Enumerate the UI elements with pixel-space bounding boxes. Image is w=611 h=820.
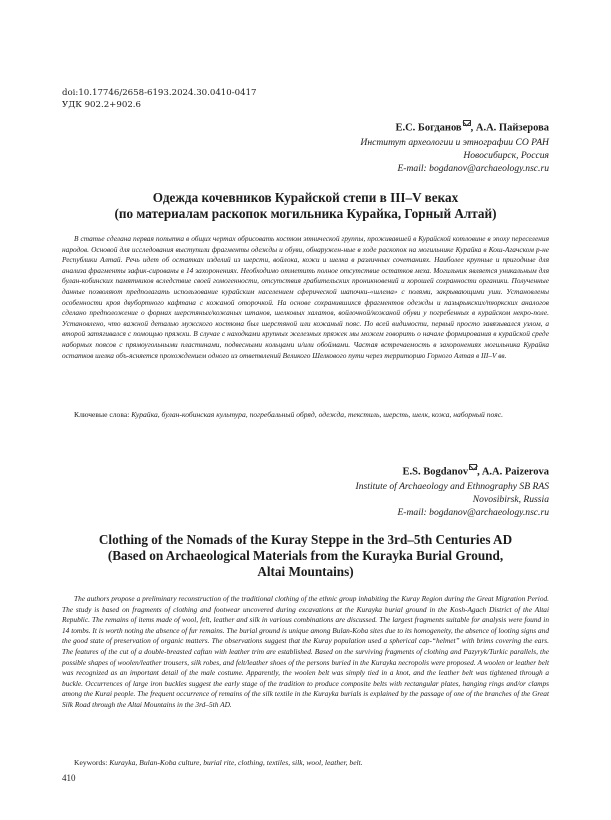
corresponding-author-ru: Е.С. Богданов <box>395 122 462 134</box>
corresponding-author-en: E.S. Bogdanov <box>402 466 469 478</box>
page-number: 410 <box>62 773 76 783</box>
authors-ru <box>395 120 549 134</box>
abstract-en: The authors propose a preliminary reconstruction of the traditional clothing of the ethnic group inhabiting the Kuray Region during the Great Migration Period. The study is based on fragments of clothing and footwear uncovered during excavations at the Kurayka burial ground in the Kosh-Agach District of the Altai Republic. The remains of items made of wool, felt, leather and silk in various combinations are discussed. The largest fragments suitable for analysis were found in 14 tombs. It is worth noting the absence of fur remains. The burial ground is unique among Bulan-Koba sites due to its homogeneity, the absence of looting signs and the good state of preservation of organic matters. The observations suggest that the Kuray population used a spherical cap-“helmet” with brims covering the ears. The features of the cut of a double-breasted caftan with leather trim are established. Based on the surviving fragments of clothing and Pazyryk/Turkic parallels, the possible shapes of woolen/leather trousers, silk robes, and felt/leather shoes of the persons buried in the Kurayka necropolis were proposed. A woolen or leather belt was recognized as an important detail of the male costume. Apparently, the woolen belt was simply tied in a knot, and the leather belt was tightened through a buckle. Occurrences of large iron buckles suggest the early stage of the tradition to produce composite belts with rectangular plates, hanging rings and/or clamps among the Kurai people. The frequent occurrence of remains of the silk textile in the Kurayka burials is explained by the passage of one of the branches of the Great Silk Road through the Altai Mountains in the 3rd–5th AD. <box>62 594 549 709</box>
coauthor-ru: , А.А. Пайзерова <box>470 122 549 134</box>
envelope-icon <box>469 464 477 470</box>
article-title-ru <box>40 190 571 222</box>
article-title-en <box>40 532 571 580</box>
doi: doi:10.17746/2658-6193.2024.30.0410-0417 <box>62 88 257 98</box>
title-line: (Based on Archaeological Materials from the Kurayka Burial Ground, <box>107 548 504 563</box>
authors-en <box>403 464 550 478</box>
udc-code: УДК 902.2+902.6 <box>62 100 141 110</box>
title-line: (по материалам раскопок могильника Курайка, Горный Алтай) <box>114 206 497 221</box>
envelope-icon <box>463 120 471 126</box>
affiliation-ru: Институт археологии и этнографии СО РАН <box>360 137 549 148</box>
keywords-label: Keywords: <box>74 758 110 767</box>
keywords-list: Kurayka, Bulan-Koba culture, burial rite, clothing, textiles, silk, wool, leather, belt. <box>109 758 363 767</box>
city-ru: Новосибирск, Россия <box>463 150 549 161</box>
email-en: E-mail: bogdanov@archaeology.nsc.ru <box>397 507 549 518</box>
keywords-list: Курайка, булан-кобинская культура, погребальный обряд, одежда, текстиль, шерсть, шелк, кожа, наборный пояс. <box>131 410 503 419</box>
keywords-en <box>62 758 549 769</box>
city-en: Novosibirsk, Russia <box>472 494 549 505</box>
title-line: Altai Mountains) <box>257 564 354 579</box>
abstract-ru: В статье сделана первая попытка в общих чертах обрисовать костюм этнической группы, проживавшей в Курайской котловине в эпоху переселения народов. Основой для исследования выступили фрагменты одежды и обуви, обнаружен-ные в ходе раскопок на могильнике Курайка в Кош-Агачском р-не Республики Алтай. Речь идет об остатках изделий из шерсти, войлока, кожи и шелка в различных сочетаниях. Наиболее крупные и пригодные для анализа фрагменты зафик-сированы в 14 захоронениях. Необходимо отметить полное отсутствие остатков меха. Могильник является уникальным для булан-кобинских памятников вследствие своей гомогенности, отсутствия грабительских проникновений и хорошей сохранности органики. Полученные данные позволяют предполагать использование курайским населением сферической шапочки-«шлема» с полями, закрывающими уши. Установлены особенности кроя двубортного кафтана с кожаной оторочкой. На основе сохранившихся фрагментов одежды и пазырыкских/тюркских аналогов сделано предположение о формах шерстяных/кожаных штанов, шелковых халатов, войлочной/кожаной обуви у погребенных в курайском некро-поле. Установлено, что важной деталью мужского костюма был шерстяной или кожаный пояс. По всей видимости, первый просто завязывался узлом, а второй затягивался с помощью пряжки. В случае с находками крупных железных пряжек мы можем говорить о начале формирования в курайской среде наборных поясов с прямоугольными пластинами, подвесными кольцами и/или обоймами. Частая встречаемость в захоронениях могильника Курайка остатков шелка объ-ясняется прохождением одного из ответвлений Великого Шелкового пути через территорию Горного Алтая в III–V вв. <box>62 234 549 360</box>
email-ru: E-mail: bogdanov@archaeology.nsc.ru <box>397 163 549 174</box>
keywords-ru <box>62 410 549 421</box>
title-line: Clothing of the Nomads of the Kuray Steppe in the 3rd–5th Centuries AD <box>98 532 513 547</box>
title-line: Одежда кочевников Курайской степи в III–V веках <box>152 190 459 205</box>
coauthor-en: , A.A. Paizerova <box>477 466 549 478</box>
affiliation-en: Institute of Archaeology and Ethnography SB RAS <box>355 481 549 492</box>
keywords-label: Ключевые слова: <box>74 410 132 419</box>
